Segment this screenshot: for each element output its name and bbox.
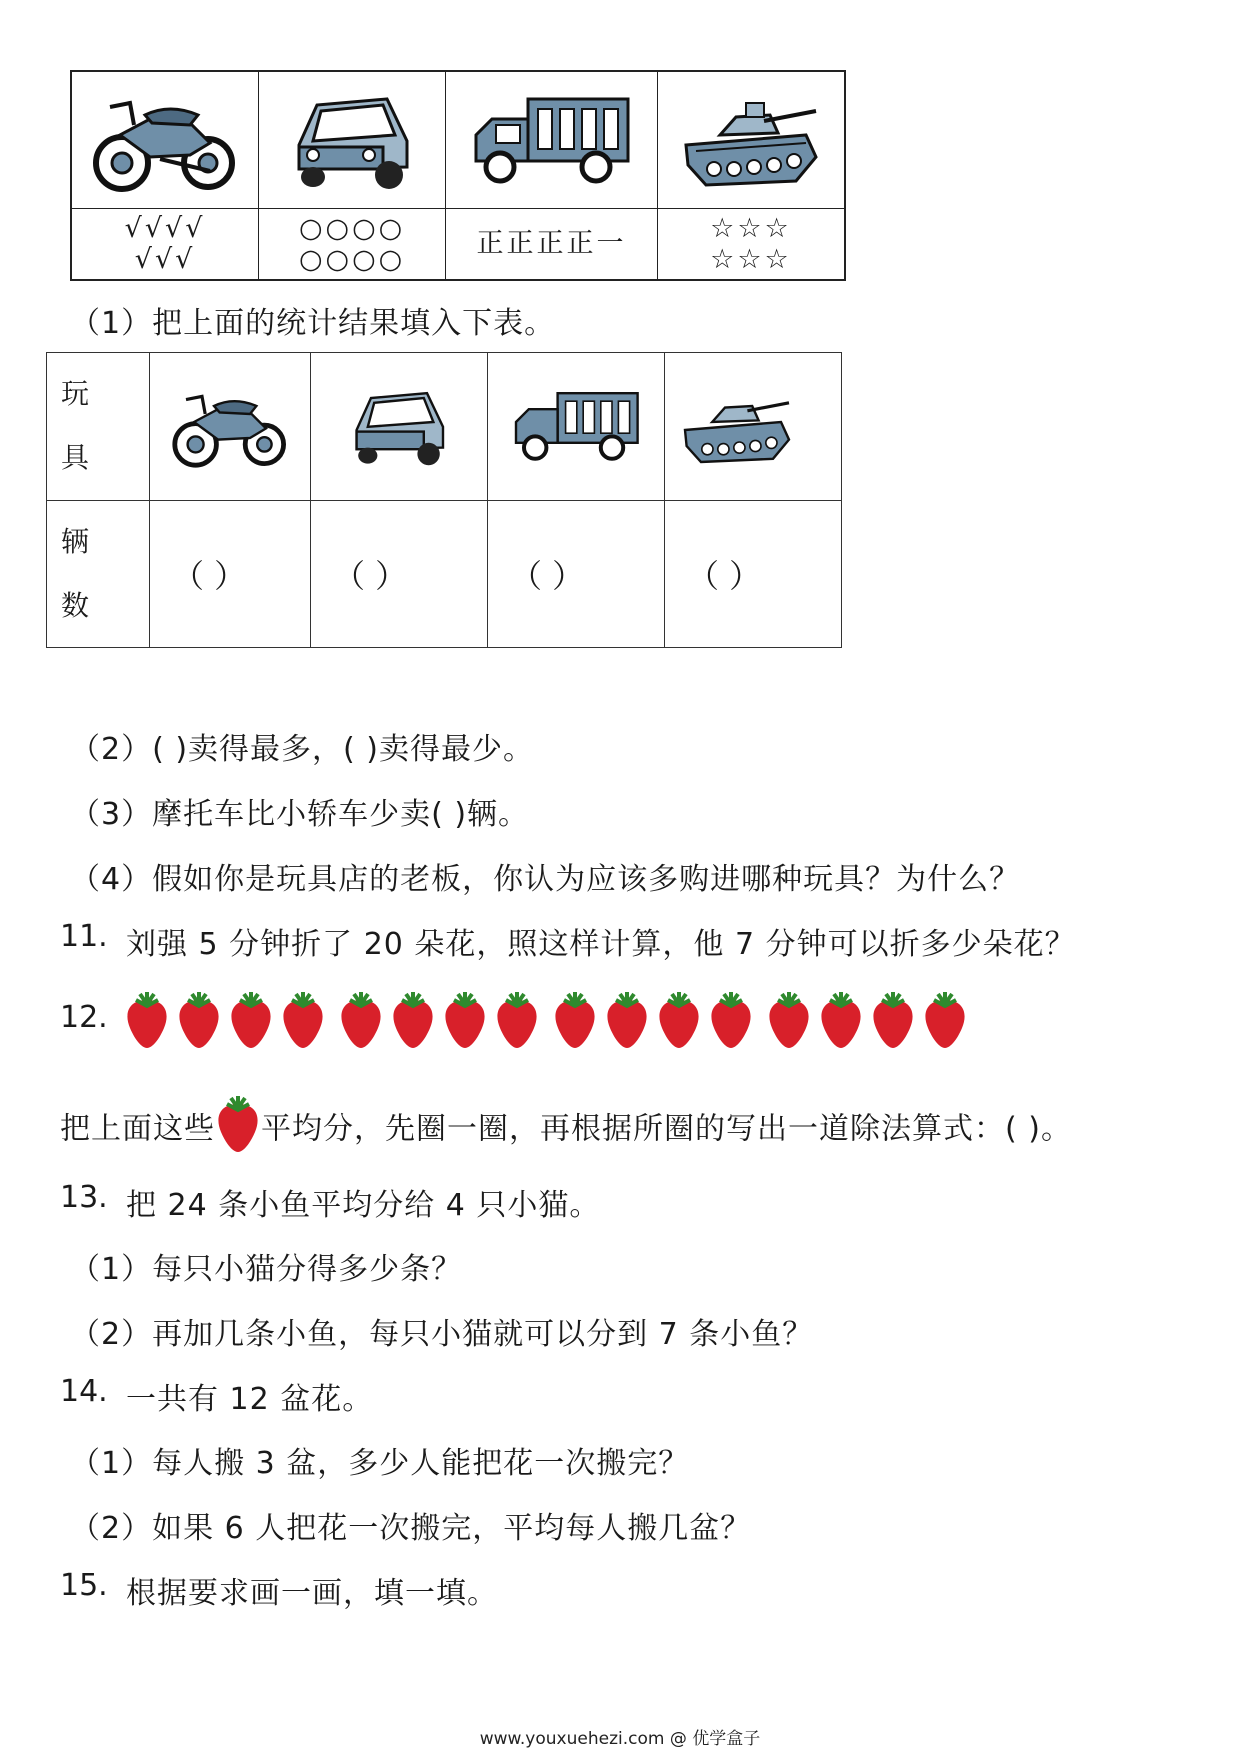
q14-number: 14.	[60, 1374, 108, 1409]
q13-part1: （1）每只小猫分得多少条？	[70, 1252, 463, 1287]
strawberry-icon	[604, 990, 650, 1050]
blank-car[interactable]: （ ）	[311, 500, 488, 648]
q10-part3: （3）摩托车比小轿车少卖( )辆。	[70, 797, 530, 832]
q11-text: 刘强 5 分钟折了 20 朵花，照这样计算，他 7 分钟可以折多少朵花？	[126, 927, 1076, 962]
fill-img-motorcycle	[150, 353, 311, 501]
marks-line: ☆☆☆	[710, 244, 792, 275]
strawberry-icon	[228, 990, 274, 1050]
marks-line: ○○○○	[298, 212, 406, 244]
strawberry-icon	[124, 990, 170, 1050]
marks-line: ○○○○	[298, 244, 406, 275]
tank-icon	[677, 381, 797, 471]
strawberry-icon	[390, 990, 436, 1050]
q12-text-before: 把上面这些	[60, 1111, 215, 1147]
strawberry-icon	[442, 990, 488, 1050]
q10-part4: （4）假如你是玩具店的老板，你认为应该多购进哪种玩具？为什么？	[70, 862, 1021, 897]
blank-motorcycle[interactable]: （ ）	[150, 500, 311, 648]
marks-line: ☆☆☆	[710, 212, 792, 244]
blank-tank[interactable]: （ ）	[665, 500, 842, 648]
q13-part2: （2）再加几条小鱼，每只小猫就可以分到 7 条小鱼？	[70, 1317, 814, 1352]
fill-img-car	[311, 353, 488, 501]
strawberry-icon	[708, 990, 754, 1050]
q10-part1: （1）把上面的统计结果填入下表。	[70, 306, 556, 341]
q12-text-after: 平均分，先圈一圈，再根据所圈的写出一道除法算式：( )。	[261, 1111, 1072, 1147]
car-icon	[277, 85, 427, 195]
q13-number: 13.	[60, 1180, 108, 1215]
head-toy-label: 玩具	[61, 377, 90, 475]
strawberry-icon	[818, 990, 864, 1050]
q10-part2: （2）( )卖得最多，( )卖得最少。	[70, 732, 534, 767]
q14-text: 一共有 12 盆花。	[126, 1382, 374, 1417]
strawberry-icon	[338, 990, 384, 1050]
q11-number: 11.	[60, 919, 108, 954]
marks-line: √√√	[134, 244, 196, 275]
tally-cell-car	[259, 71, 446, 209]
tally-cell-motorcycle	[71, 71, 259, 209]
tally-cell-truck	[446, 71, 658, 209]
strawberry-icon	[870, 990, 916, 1050]
tally-marks-car	[259, 209, 446, 281]
tally-cell-tank	[657, 71, 845, 209]
strawberry-icon	[766, 990, 812, 1050]
strawberry-icon	[656, 990, 702, 1050]
fill-table	[46, 352, 842, 648]
motorcycle-icon	[170, 381, 290, 471]
strawberry-icon	[280, 990, 326, 1050]
head-toy	[47, 353, 150, 501]
tank-icon	[676, 85, 826, 195]
strawberry-icon	[922, 990, 968, 1050]
marks-line: √√√√	[124, 212, 206, 244]
tally-marks-tank	[657, 209, 845, 281]
tally-marks-truck	[446, 209, 658, 281]
tally-table	[70, 70, 846, 281]
footer: www.youxuehezi.com @ 优学盒子	[479, 1729, 761, 1749]
truck-icon	[508, 381, 644, 471]
q12-number: 12.	[60, 1000, 108, 1035]
strawberry-icon	[215, 1094, 261, 1154]
q13-text: 把 24 条小鱼平均分给 4 只小猫。	[126, 1188, 601, 1223]
fill-img-truck	[488, 353, 665, 501]
tally-marks-motorcycle	[71, 209, 259, 281]
head-count	[47, 500, 150, 648]
car-icon	[339, 381, 459, 471]
marks-line: 正正正正一	[476, 228, 627, 260]
strawberry-icon	[552, 990, 598, 1050]
motorcycle-icon	[90, 85, 240, 195]
strawberry-icon	[494, 990, 540, 1050]
q15-text: 根据要求画一画，填一填。	[126, 1576, 498, 1611]
strawberry-icon	[176, 990, 222, 1050]
blank-truck[interactable]: （ ）	[488, 500, 665, 648]
truck-icon	[466, 85, 636, 195]
q14-part1: （1）每人搬 3 盆，多少人能把花一次搬完？	[70, 1446, 690, 1481]
head-count-label: 辆数	[61, 524, 90, 622]
q12-text	[60, 1100, 1072, 1160]
q14-part2: （2）如果 6 人把花一次搬完，平均每人搬几盆？	[70, 1511, 752, 1546]
fill-img-tank	[665, 353, 842, 501]
q15-number: 15.	[60, 1568, 108, 1603]
